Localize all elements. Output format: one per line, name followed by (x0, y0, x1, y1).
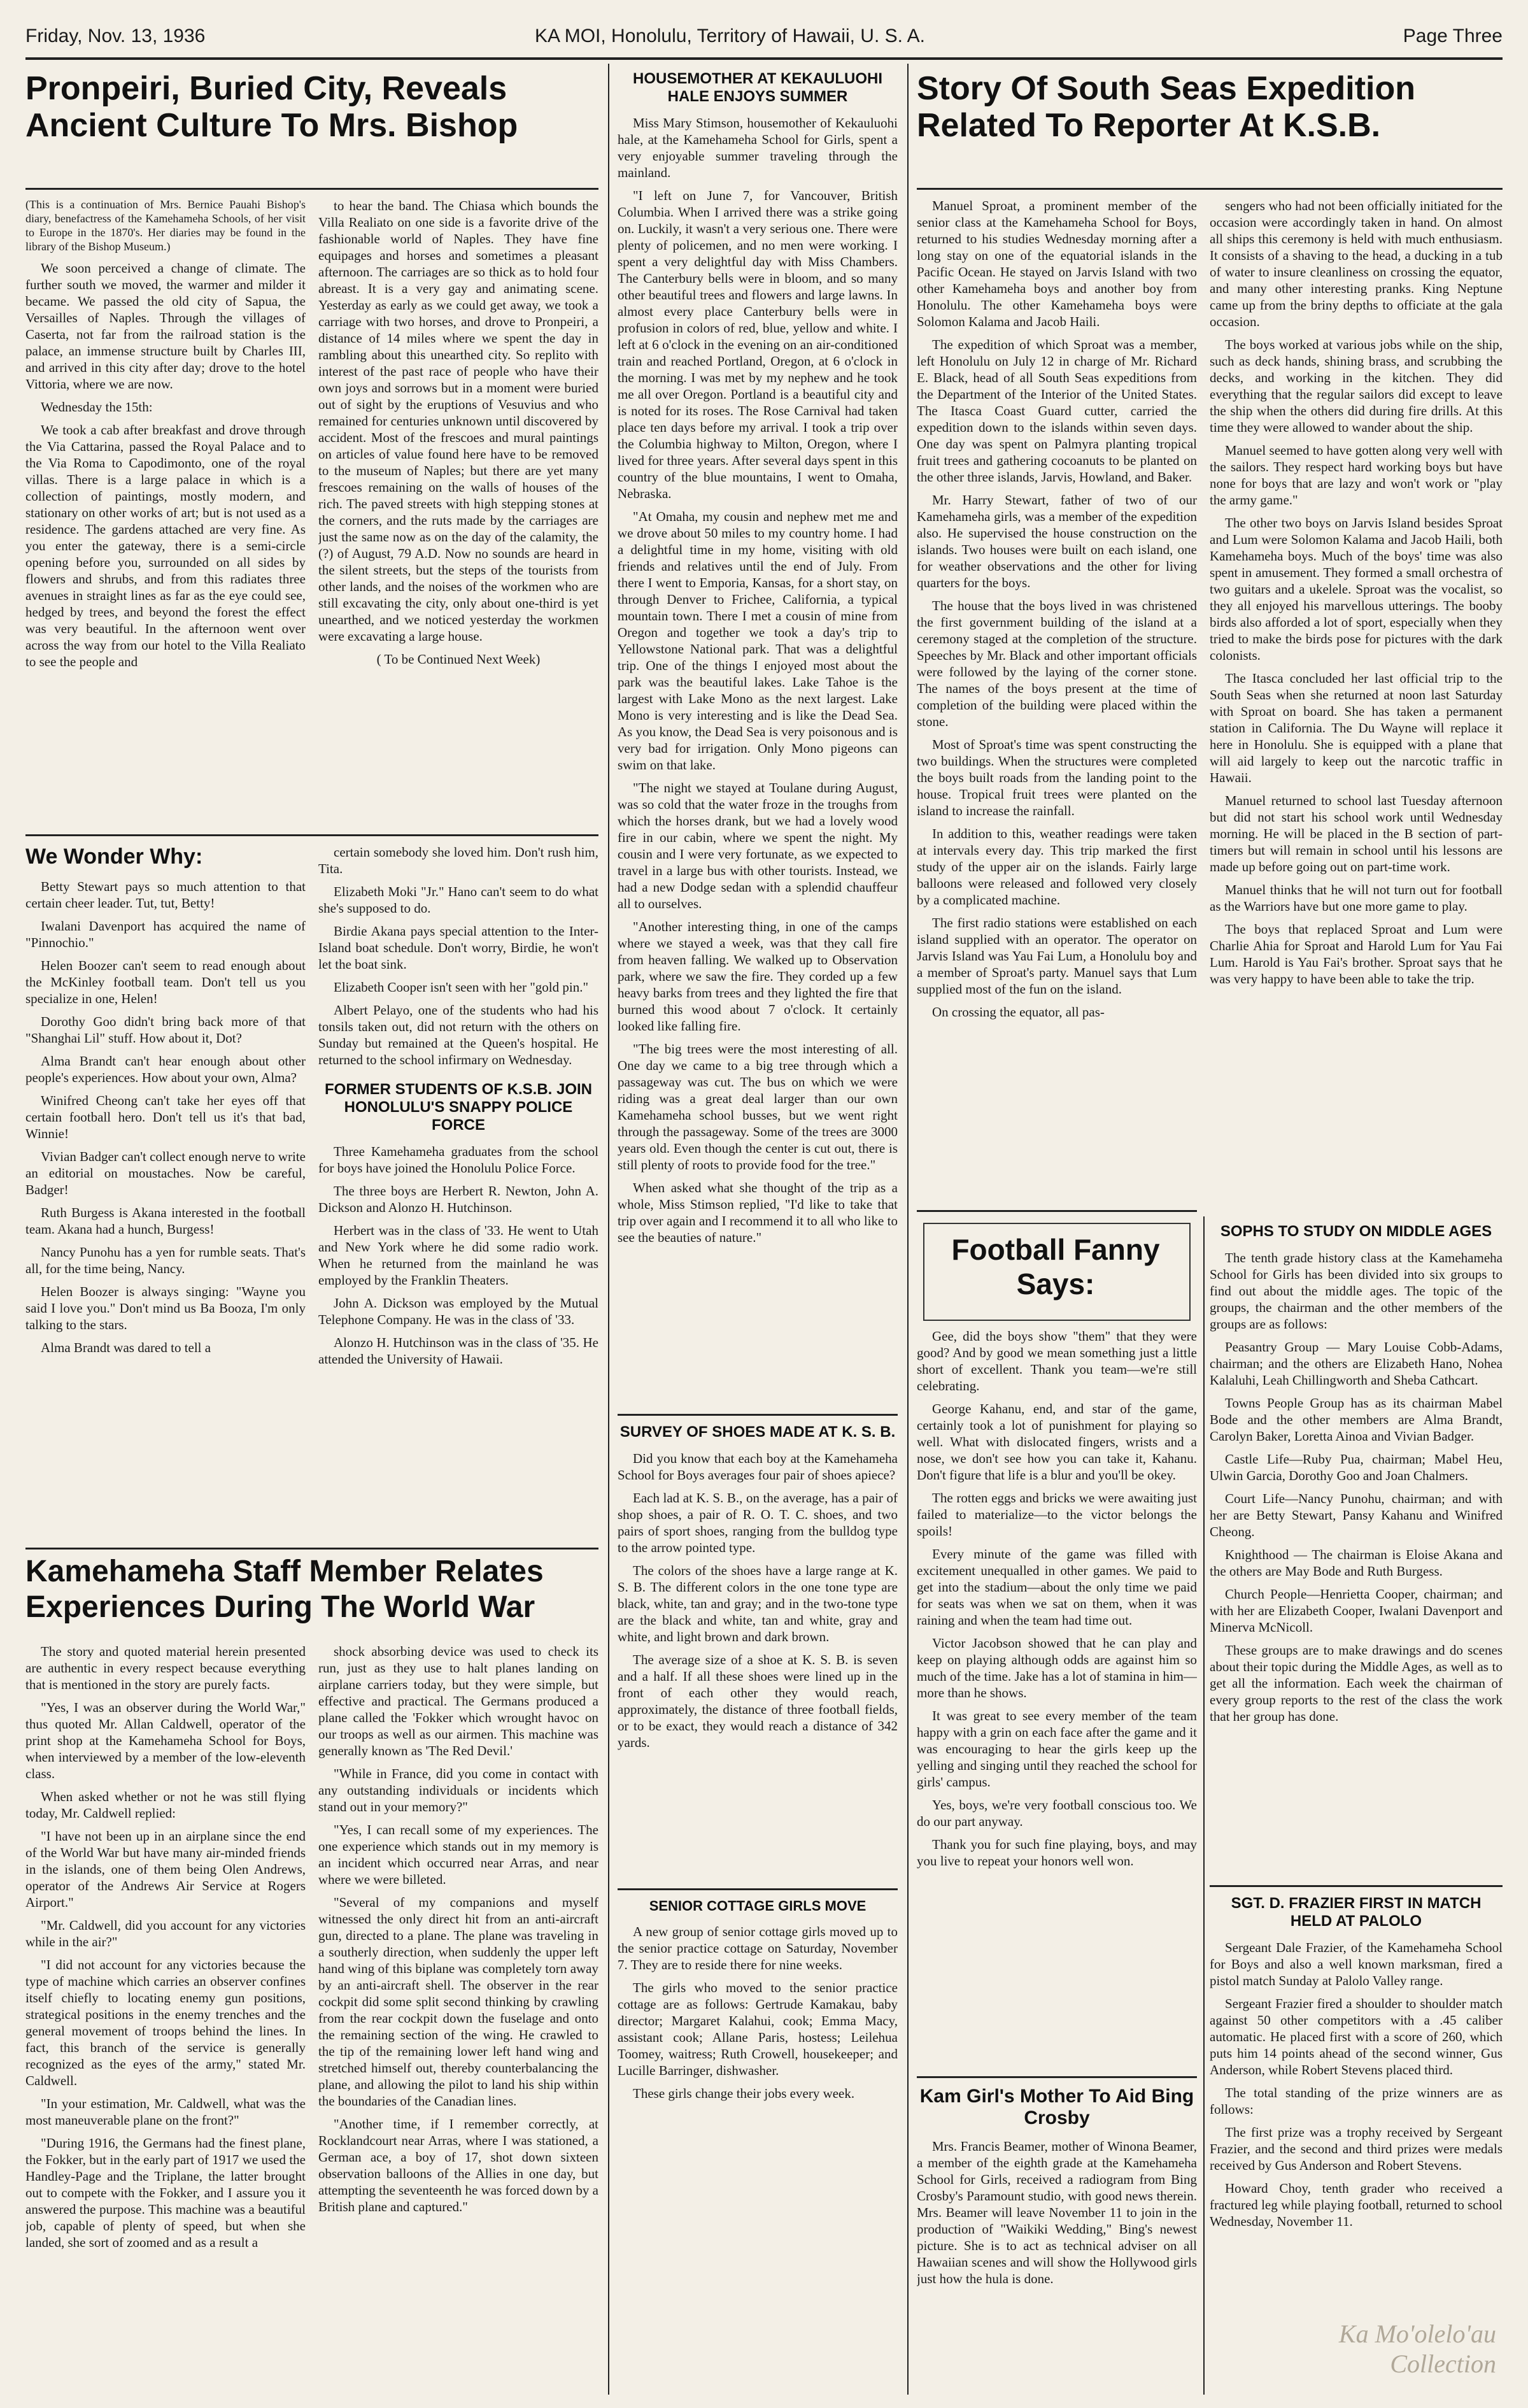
staff-paragraph: "Mr. Caldwell, did you account for any victories while in the air?" (25, 1918, 306, 1949)
sophs-col (1210, 1223, 1503, 1879)
police-paragraph: Herbert was in the class of '33. He went to Utah and New York where he did some radio work. When he returned from the mainland he was employed by the Franklin Theaters. (318, 1223, 598, 1288)
expedition-paragraph: Mr. Harry Stewart, father of two of our Kamehameha girls, was a member of the expedition also. He supervised the house construction on the islands. Two houses were built on each island, one for weather observations and the other for living quarters for the boys. (917, 492, 1197, 590)
police-headline: FORMER STUDENTS OF K.S.B. JOIN HONOLULU'S SNAPPY POLICE FORCE (324, 1081, 593, 1134)
wonder-item: Vivian Badger can't collect enough nerve to write an editorial on moustaches. Now be careful, Badger! (25, 1149, 306, 1197)
fanny-paragraph: Yes, boys, we're very football conscious too. We do our part anyway. (917, 1797, 1197, 1829)
wonder-item: Helen Boozer is always singing: "Wayne you said I love you." Don't mind us Ba Booza, I'm only talking to the stars. (25, 1284, 306, 1332)
sophs-paragraph: Towns People Group has as its chairman Mabel Bode and the other members are Alma Brandt, Carolyn Baker, Loretta Ainoa and Vivian Badger. (1210, 1395, 1503, 1444)
staff-paragraph: "While in France, did you come in contact with any outstanding individuals or incidents which stand out in your memory?" (318, 1766, 598, 1814)
housemother-paragraph: Miss Mary Stimson, housemother of Kekauluohi hale, at the Kamehameha School for Girls, spent a very enjoyable summer traveling through the mainland. (618, 115, 898, 180)
column-rule (907, 64, 909, 2395)
expedition-col1 (917, 197, 1197, 1204)
pronpeiri-p1: We soon perceived a change of climate. The further south we moved, the warmer and milder it became. We passed the old city of Sapua, the Versailles of Naples. Through the villages of Caserta, not far from the railroad station is the palace, an immense structure built by Charles III, and arrived in this city after day; drove to the hotel Vittoria, where we are now. (25, 260, 306, 392)
housemother-paragraph: "I left on June 7, for Vancouver, British Columbia. When I arrived there was a strike going on. Luckily, it wasn't a very serious one. There were plenty of policemen, and no men were working. I spent a very delightful day with Miss Chambers. The Canterbury bells were in bloom, and so many other beautiful trees and flowers and large lawns. In almost every place Canterbury bells were in profusion in colors of red, blue, yellow and white. I left at 6 o'clock in the evening on an air-conditioned train and reached Portland, Oregon, at 6 o'clock in the morning. I was met by my nephew and he took me all over Oregon. Portland is a beautiful city and is noted for its roses. The Rose Carnival had taken place ten days before my arrival. I took a trip over the Columbia highway to Milton, Oregon, where I lived for three years. After several days spent in this country of the blue mountains, I went to Omaha, Nebraska. (618, 188, 898, 501)
masthead-paper: KA MOI, Honolulu, Territory of Hawaii, U. S. A. (535, 25, 926, 46)
pronpeiri-p2: Wednesday the 15th: (41, 399, 153, 415)
expedition-col2 (1210, 197, 1503, 1216)
housemother-paragraph: "Another interesting thing, in one of the camps where we stayed a week, was that they call fire from heaven falling. We walked up to Observation park, where we saw the fire. They corded up a few heavy barks from trees and they lighted the fire that burned this wood about 7 o'clock. It certainly looked like falling fire. (618, 919, 898, 1034)
masthead-page: Page Three (1403, 25, 1503, 46)
cottage-headline: SENIOR COTTAGE GIRLS MOVE (649, 1898, 867, 1914)
divider (917, 2076, 1197, 2078)
housemother-paragraph: "The night we stayed at Toulane during August, was so cold that the water froze in the troughs from which the horses drank, but we had a lovely wood fire in our cabin, where we spent the night. My cousin and I were very fortunate, as we expected to travel in a large bus with other tourists. Instead, we had a new Dodge sedan with a splendid chauffeur all to ourselves. (618, 780, 898, 911)
wonder-item: Winifred Cheong can't take her eyes off that certain football hero. Don't tell us it's that bad, Winnie! (25, 1093, 306, 1141)
housemother-col (618, 70, 898, 1407)
staff-paragraph: The story and quoted material herein presented are authentic in every respect because everything that is mentioned in the story are purely facts. (25, 1644, 306, 1692)
shoes-paragraph: Did you know that each boy at the Kamehameha School for Boys averages four pair of shoes apiece? (618, 1451, 898, 1483)
shoes-paragraph: The average size of a shoe at K. S. B. is seven and a half. If all these shoes were lined up in the front of each other they would reach, approximately, the distance of three football fields, or to be exact, they would reach a distance of 342 yards. (618, 1652, 898, 1750)
fanny-headline-block (923, 1232, 1188, 1315)
wonder-item: Iwalani Davenport has acquired the name of "Pinnochio." (25, 918, 306, 950)
column-rule (608, 64, 609, 2395)
expedition-paragraph: sengers who had not been officially initiated for the occasion were accordingly taken in hand. On almost all ships this ceremony is held with much enthusiasm. It consists of a shaving to the head, a ducking in a tub of water to insure cleanliness on crossing the equator, and many other interesting pranks. King Neptune came up from the briny depths to officiate at the gala occasion. (1210, 198, 1503, 329)
expedition-paragraph: Manuel seemed to have gotten along very well with the sailors. They respect hard working boys but have none for boys that are lazy and won't work or "play the army game." (1210, 443, 1503, 508)
shoes-col (618, 1423, 898, 1882)
column-rule (1203, 1216, 1205, 2395)
frazier-paragraph: Sergeant Dale Frazier, of the Kamehameha School for Boys and also a well known marksman, fired a pistol match Sunday at Palolo Valley range. (1210, 1940, 1503, 1988)
collection-watermark: Ka Mo'olelo'au Collection (1338, 2319, 1496, 2378)
frazier-paragraph: Howard Choy, tenth grader who received a fractured leg while playing football, returned to school Wednesday, November 11. (1210, 2181, 1503, 2229)
expedition-paragraph: Manuel Sproat, a prominent member of the senior class at the Kamehameha School for Boys, returned to his studies Wednesday morning after a long stay on one of the equatorial islands in the Pacific Ocean. He stayed on Jarvis Island with two other Kamehameha boys and another boy from Honolulu. The other Kamehameha boys were Solomon Kalama and Jacob Haili. (917, 198, 1197, 329)
cottage-col (618, 1898, 898, 2395)
divider (917, 188, 1503, 190)
expedition-paragraph: The first radio stations were established on each island supplied with an operator. The operator on Jarvis Island was Yau Fai Lum, a Honolulu boy and a member of Sproat's party. Manuel says that Lum supplied most of the fun on the island. (917, 915, 1197, 997)
staff-paragraph: "I did not account for any victories because the type of machine which carries an observer confines itself chiefly to locating enemy gun positions, strategical positions in the enemy trenches and the general movement of troops behind the lines. In fact, this branch of the service is generally recognized as the eyes of the army," stated Mr. Caldwell. (25, 1957, 306, 2088)
expedition-paragraph: Manuel thinks that he will not turn out for football as the Warriors have but one more game to play. (1210, 882, 1503, 914)
fanny-paragraph: The rotten eggs and bricks we were awaiting just failed to materialize—to the victor belongs the spoils! (917, 1490, 1197, 1539)
staff-paragraph: "During 1916, the Germans had the finest plane, the Fokker, but in the early part of 1917 we used the Handley-Page and the Triplane, the latter brought out to compete with the Fokker, and I assure you it answered the purpose. This machine was a beautiful job, capable of plenty of speed, but when she landed, she sort of zoomed and as a result a (25, 2135, 306, 2250)
staff-paragraph: shock absorbing device was used to check its run, just as they use to halt planes landing on airplane carriers today, but they were simple, but effective and practical. The Germans produced a plane called the 'Fokker which wrought havoc on our troops as well as our airmen. This machine was generally known as 'The Red Devil.' (318, 1644, 598, 1758)
sophs-paragraph: Knighthood — The chairman is Eloise Akana and the others are May Bode and Ruth Burgess. (1210, 1547, 1503, 1579)
police-paragraph: Alonzo H. Hutchinson was in the class of '35. He attended the University of Hawaii. (318, 1335, 598, 1367)
expedition-paragraph: The expedition of which Sproat was a member, left Honolulu on July 12 in charge of Mr. Richard E. Black, head of all South Seas expeditions from the Department of the Interior of the United States. The Itasca Coast Guard cutter, carried the expedition down to the islands within seven days. One day was spent on Palmyra planting tropical fruit trees and gathering cocoanuts to be planted on the other three islands, Jarvis, Howland, and Baker. (917, 337, 1197, 485)
staff-paragraph: "In your estimation, Mr. Caldwell, what was the most maneuverable plane on the front?" (25, 2096, 306, 2128)
housemother-headline: HOUSEMOTHER AT KEKAULUOHI HALE ENJOYS SUMMER (633, 70, 882, 105)
pronpeiri-note: (This is a continuation of Mrs. Bernice Pauahi Bishop's diary, benefactress of the Kamehameha Schools, of her visit to Europe in the 1870's. Her diaries may be found in the library of the Bishop Museum.) (25, 198, 306, 253)
divider (618, 1888, 898, 1890)
staff-col2 (318, 1643, 598, 2395)
expedition-paragraph: On crossing the equator, all pas- (932, 1004, 1105, 1020)
sophs-paragraph: Court Life—Nancy Punohu, chairman; and with her are Betty Stewart, Pansy Kahanu and Winifred Cheong. (1210, 1491, 1503, 1539)
housemother-paragraph: "At Omaha, my cousin and nephew met me and we drove about 50 miles to my country home. I had a delightful time in my home, visiting with old friends and relatives until the end of July. From there I went to Emporia, Kansas, for a short stay, on through Denver to Frichee, California, a typical mountain town. There I met a cousin of mine from Oregon and together we took a day's trip to Yellowstone National park. That was a delightful trip. One of the things I enjoyed most about the park was the beautiful lakes. Lake Tahoe is the largest with Lake Mono as the next largest. Lake Mono is very interesting and is like the Dead Sea. As you know, the Dead Sea is very poisonous and is very bad for irrigation. Only Mono pigeons can swim on that lake. (618, 509, 898, 773)
expedition-paragraph: The Itasca concluded her last official trip to the South Seas when she returned at noon last Saturday with Sproat on board. She has taken a permanent station in California. The Du Wayne will replace it here in Honolulu. She is equipped with a plane that will aid largely to keep out the narcotic traffic in Hawaii. (1210, 671, 1503, 785)
staff-headline-block (25, 1554, 598, 1637)
staff-paragraph: "Several of my companions and myself witnessed the only direct hit from an anti-aircraft gun, directed to a plane. The plane was traveling in a southerly direction, when suddenly the upper left hand wing of this biplane was completely torn away by an anti-aircraft shell. The observer in the rear cockpit did some split second thinking by crawling from the rear cockpit down the fuselage and onto the remaining section of the wing. He crawled to the tip of the remaining lower left hand wing and stretched himself out, thereby counterbalancing the plane, and allowing the pilot to land his ship within the boundaries of the Canadian lines. (318, 1895, 598, 2109)
expedition-headline-block (917, 70, 1503, 185)
fanny-headline: Football Fanny Says: (951, 1233, 1160, 1300)
sophs-paragraph: Peasantry Group — Mary Louise Cobb-Adams, chairman; and the others are Elizabeth Hano, Nohea Kalaluhi, Leah Chillingworth and Sheba Cathcart. (1210, 1339, 1503, 1388)
wonder-item: Alma Brandt can't hear enough about other people's experiences. How about your own, Alma? (25, 1053, 306, 1085)
fanny-paragraph: Thank you for such fine playing, boys, and may you live to repeat your honors well won. (917, 1837, 1197, 1869)
expedition-paragraph: Manuel returned to school last Tuesday afternoon but did not start his school work until Wednesday morning. He will be placed in the B section of part-timers but will remain in school until his lessons are made up before going out on part-time work. (1210, 793, 1503, 874)
wonder-col1 (25, 844, 306, 1544)
wonder-item: Birdie Akana pays special attention to the Inter-Island boat schedule. Don't worry, Birdie, he won't let the boat sink. (318, 923, 598, 972)
beamer-paragraph: Mrs. Francis Beamer, mother of Winona Beamer, a member of the eighth grade at the Kamehameha School for Girls, received a radiogram from Bing Crosby's Paramount studio, with good news therein. Mrs. Beamer will leave November 11 to join in the production of "Waikiki Wedding," Bing's newest picture. She is to act as technical adviser on all Hawaiian scenes and will show the Hollywood girls just how the hula is done. (917, 2139, 1197, 2286)
expedition-headline: Story Of South Seas Expedition Related To Reporter At K.S.B. (917, 70, 1415, 144)
wonder-item: certain somebody she loved him. Don't rush him, Tita. (318, 844, 598, 876)
divider (25, 1548, 598, 1550)
cottage-paragraph: A new group of senior cottage girls moved up to the senior practice cottage on Saturday, November 7. They are to reside there for nine weeks. (618, 1924, 898, 1972)
frazier-paragraph: The first prize was a trophy received by Sergeant Frazier, and the second and third prizes were medals received by Gus Anderson and Robert Stevens. (1210, 2125, 1503, 2173)
divider (618, 1414, 898, 1416)
fanny-paragraph: Every minute of the game was filled with excitement unequalled in other games. We paid to get into the stadium—about the only time we paid for seats was when we sat on them, when it was raining and when the team had time out. (917, 1546, 1197, 1628)
expedition-paragraph: The boys that replaced Sproat and Lum were Charlie Ahia for Sproat and Harold Lum for Yau Fai Lum. Harold is Yau Fai's brother. Sproat says that he was very happy to have been able to take the trip. (1210, 922, 1503, 987)
fanny-paragraph: Gee, did the boys show "them" that they were good? And by good we mean something just a little short of excellent. Thank you team—we're still celebrating. (917, 1329, 1197, 1393)
cottage-paragraph: These girls change their jobs every week. (633, 2086, 855, 2101)
pronpeiri-headline: Pronpeiri, Buried City, Reveals Ancient Culture To Mrs. Bishop (25, 70, 518, 144)
pronpeiri-col1 (25, 197, 306, 828)
housemother-paragraph: "The big trees were the most interesting of all. One day we came to a big tree through which a passageway was cut. The bus on which we were riding was a great deal larger than our own Kamehameha school busses, but we went right through the passageway. Some of the trees are 3000 years old. Even though the center is cut out, there is still plenty of roots to provide food for the tree." (618, 1041, 898, 1172)
expedition-paragraph: In addition to this, weather readings were taken at intervals every day. This trip marked the first study of the upper air on the islands. Fairly large balloons were released and followed very closely by a complicated machine. (917, 826, 1197, 908)
staff-paragraph: "Yes, I was an observer during the World War," thus quoted Mr. Allan Caldwell, operator of the print shop at the Kamehameha School for Boys, when interviewed by a member of the low-eleventh class. (25, 1700, 306, 1781)
cottage-paragraph: The girls who moved to the senior practice cottage are as follows: Gertrude Kamakau, baby director; Margaret Kalahui, cook; Emma Macy, assistant cook; Allane Paris, hostess; Leilehua Toomey, waitress; Ruth Crowell, housekeeper; and Lucille Barringer, dishwasher. (618, 1980, 898, 2078)
wonder-item: Dorothy Goo didn't bring back more of that "Shanghai Lil" stuff. How about it, Dot? (25, 1014, 306, 1046)
police-paragraph: Three Kamehameha graduates from the school for boys have joined the Honolulu Police Force. (318, 1144, 598, 1176)
divider (917, 1210, 1197, 1212)
sophs-paragraph: These groups are to make drawings and do scenes about their topic during the Middle Ages, as well as to get all the information. Each week the chairman of every group reports to the rest of the class the work that her group has done. (1210, 1642, 1503, 1724)
frazier-paragraph: The total standing of the prize winners are as follows: (1210, 2085, 1503, 2117)
staff-headline: Kamehameha Staff Member Relates Experiences During The World War (25, 1555, 544, 1624)
beamer-headline: Kam Girl's Mother To Aid Bing Crosby (919, 2086, 1194, 2128)
expedition-paragraph: The other two boys on Jarvis Island besides Sproat and Lum were Solomon Kalama and Jacob Haili, both Kamehameha boys. Much of the boys' time was also spent in amusement. They formed a small orchestra of two guitars and a ukelele. Sproat was the vocalist, so they all enjoyed his marvellous utterings. The booby birds also afforded a lot of sport, especially when they tried to make the birds pose for pictures with the dark colonists. (1210, 515, 1503, 663)
wonder-item: Nancy Punohu has a yen for rumble seats. That's all, for the time being, Nancy. (25, 1244, 306, 1276)
beamer-col (917, 2086, 1197, 2395)
fanny-col (917, 1328, 1197, 2067)
pronpeiri-col2 (318, 197, 598, 828)
wonder-item: Elizabeth Moki "Jr." Hano can't seem to do what she's supposed to do. (318, 884, 598, 916)
pronpeiri-cont: ( To be Continued Next Week) (376, 652, 541, 667)
divider (25, 834, 598, 836)
divider (25, 188, 598, 190)
divider (1210, 1885, 1503, 1887)
frazier-headline: SGT. D. FRAZIER FIRST IN MATCH HELD AT PALOLO (1231, 1895, 1482, 1930)
masthead (25, 13, 1503, 60)
frazier-paragraph: Sergeant Frazier fired a shoulder to shoulder match against 50 other competitors with a .45 caliber automatic. He placed first with a score of 260, which puts him 14 points ahead of the second winner, Gus Anderson, while Robert Stevens placed third. (1210, 1996, 1503, 2077)
wonder-item: Ruth Burgess is Akana interested in the football team. Akana had a hunch, Burgess! (25, 1205, 306, 1237)
staff-paragraph: "Another time, if I remember correctly, at Rocklandcourt near Arras, where I was stationed, a German ace, a boy of 17, shot down sixteen observation balloons of the Allies in one day, but attempting the seventeenth he was forced down by a British plane and captured." (318, 2116, 598, 2214)
housemother-paragraph: When asked what she thought of the trip as a whole, Miss Stimson replied, "I'd like to take that trip over again and I recommend it to all who like to see the beauties of nature." (618, 1180, 898, 1245)
shoes-paragraph: The colors of the shoes have a large range at K. S. B. The different colors in the one tone type are black, white, tan and gray; and in the two-tone type are the black and white, tan and white, gray and white, and light brown and dark brown. (618, 1563, 898, 1644)
wonder-item: Elizabeth Cooper isn't seen with her "gold pin." (334, 980, 589, 995)
wonder-item: Alma Brandt was dared to tell a (41, 1340, 211, 1355)
newspaper-page (25, 13, 1503, 2395)
wonder-item: Betty Stewart pays so much attention to that certain cheer leader. Tut, tut, Betty! (25, 879, 306, 911)
police-paragraph: The three boys are Herbert R. Newton, John A. Dickson and Alonzo H. Hutchinson. (318, 1183, 598, 1215)
wonder-headline: We Wonder Why: (25, 844, 203, 869)
pronpeiri-headline-block (25, 70, 598, 185)
expedition-paragraph: Most of Sproat's time was spent constructing the two buildings. When the structures were completed the boys built roads from the landing point to the house. Tropical fruit trees were planted on the island to increase the rainfall. (917, 737, 1197, 818)
police-paragraph: John A. Dickson was employed by the Mutual Telephone Company. He was in the class of '33. (318, 1295, 598, 1327)
pronpeiri-p4: to hear the band. The Chiasa which bounds the Villa Realiato on one side is a favorite drive of the fashionable world of Naples. They have fine equipages and horses and sometimes a pleasant afternoon. The carriages are so thick as to hold four abreast. It is a very gay and animating scene. Yesterday as early as we could get away, we took a carriage with two horses, and drove to Pronpeiri, a distance of 14 miles where we spent the day in rambling about this unearthed city. So replito with interest of the past race of people who have their own joys and sorrows but in a moment were buried out of sight by the eruptions of Vesuvius and who remained for centuries unknown until discovered by accident. Most of the frescoes and mural paintings on articles of value found here have to be removed to the museum of Naples; but there are yet many frescoes remaining on the walls of houses of the rich. The paved streets with high stepping stones at the corners, and the ruts made by the carriages are just the same now as on the day of the calamity, the (?) of August, 79 A.D. Now no sounds are heard in the silent streets, but the steps of the tourists from other lands, and the noises of the workmen who are still excavating the city, only about one-third is yet unearthed, and we noticed yesterday the workmen were excavating a large house. (318, 198, 598, 644)
staff-col1 (25, 1643, 306, 2395)
shoes-headline: SURVEY OF SHOES MADE AT K. S. B. (619, 1423, 896, 1441)
staff-paragraph: "I have not been up in an airplane since the end of the World War but have many air-minded friends in the islands, one of them being Olen Andrews, operator of the Andrews Air Service at Rogers Airport." (25, 1828, 306, 1910)
wonder-item: Albert Pelayo, one of the students who had his tonsils taken out, did not return with the others on Sunday but remained at the Queen's hospital. He returned to the school infirmary on Wednesday. (318, 1002, 598, 1067)
masthead-date: Friday, Nov. 13, 1936 (25, 25, 206, 46)
expedition-paragraph: The boys worked at various jobs while on the ship, such as deck hands, shining brass, and scrubbing the decks, and working in the kitchen. They did everything that the regular sailors did except to leave the ship when the others did during fire drills. At this time they were allowed to wander about the ship. (1210, 337, 1503, 435)
wonder-item: Helen Boozer can't seem to read enough about the McKinley football team. Don't tell us you specialize in one, Helen! (25, 958, 306, 1006)
sophs-paragraph: Castle Life—Ruby Pua, chairman; Mabel Heu, Ulwin Garcia, Dorothy Goo and Joan Chalmers. (1210, 1451, 1503, 1483)
staff-paragraph: "Yes, I can recall some of my experiences. The one experience which stands out in my memory is an incident which occurred near Arras, and near where we were billeted. (318, 1822, 598, 1887)
pronpeiri-p3: We took a cab after breakfast and drove through the Via Cattarina, passed the Royal Palace and to the Via Roma to Capodimonto, one of the royal villas. There is a large palace in which is a collection of paintings, mostly modern, and stationary on other works of art; but is not used as a residence. The gardens attached are very fine. As you enter the gateway, there is a semi-circle opening before you, surrounded on all sides by flowers and shrubs, and from this radiates three avenues in straight lines as far as the eye could see, hedged by trees, and beyond the forest the effect was very beautiful. In the afternoon went over across the way from our hotel to the Villa Realiato to see the people and (25, 422, 306, 669)
fanny-paragraph: It was great to see every member of the team happy with a grin on each face after the game and it was encouraging to hear the girls keep up the yelling and singing until they reached the school for girls' campus. (917, 1708, 1197, 1790)
fanny-paragraph: George Kahanu, end, and star of the game, certainly took a lot of punishment for playing so well. What with dislocated fingers, wrists and a nose, we don't see how you can take it, Kahanu. Don't figure that life is a blur and you'll be okey. (917, 1401, 1197, 1483)
sophs-paragraph: Church People—Henrietta Cooper, chairman; and with her are Elizabeth Cooper, Iwalani Davenport and Minerva McNicoll. (1210, 1586, 1503, 1635)
fanny-paragraph: Victor Jacobson showed that he can play and keep on playing although odds are against him so much of the time. Jake has a lot of stamina in him—more than he shows. (917, 1635, 1197, 1700)
sophs-paragraph: The tenth grade history class at the Kamehameha School for Girls has been divided into six groups to find out about the middle ages. The topic of the groups, the chairman and the other members of the groups are as follows: (1210, 1250, 1503, 1332)
expedition-paragraph: The house that the boys lived in was christened the first government building of the island at a ceremony staged at the completion of the structure. Speeches by Mr. Black and other important officials were followed by the laying of the corner stone. The names of the boys present at the time of completion of the building were placed within the stone. (917, 598, 1197, 729)
sophs-headline: SOPHS TO STUDY ON MIDDLE AGES (1220, 1223, 1492, 1240)
shoes-paragraph: Each lad at K. S. B., on the average, has a pair of shop shoes, a pair of R. O. T. C. shoes, and two pairs of sport shoes, ranging from the bulldog type to the arrow pointed type. (618, 1490, 898, 1555)
wonder-col2 (318, 844, 598, 1544)
staff-paragraph: When asked whether or not he was still flying today, Mr. Caldwell replied: (25, 1789, 306, 1821)
